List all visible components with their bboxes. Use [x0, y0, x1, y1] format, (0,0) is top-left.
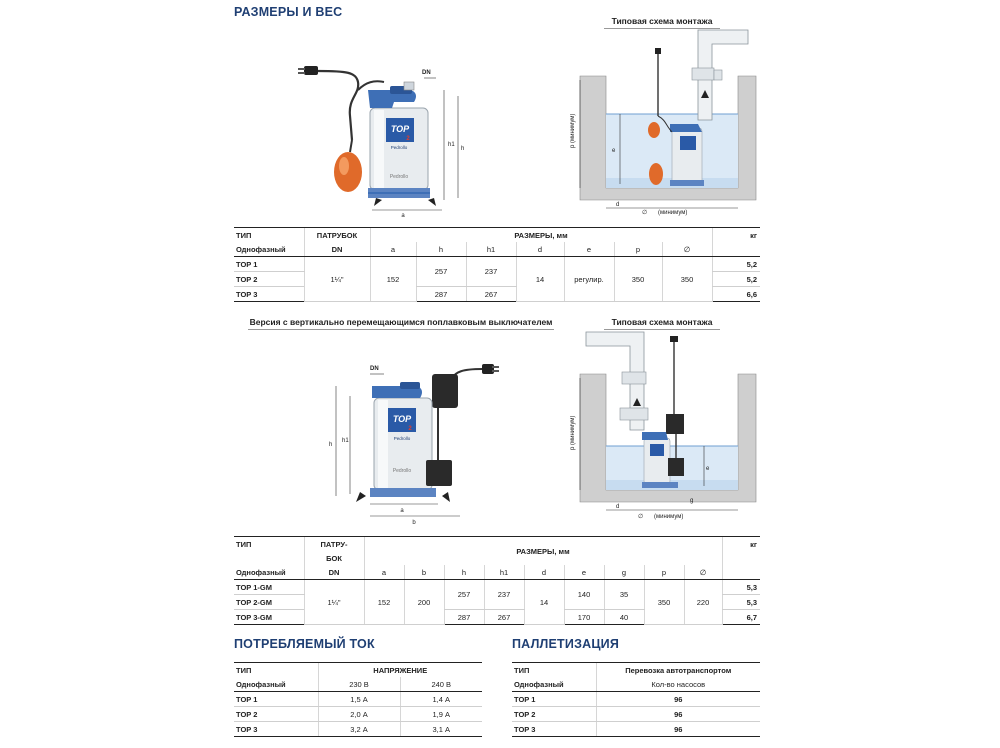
section-title-pallet: ПАЛЛЕТИЗАЦИЯ — [512, 637, 620, 651]
table-row: TOP 1 96 — [512, 692, 760, 707]
pump-gm-dimension-drawing — [326, 356, 506, 526]
current-table: ТИП НАПРЯЖЕНИЕ Однофазный 230 В 240 В TOP 1 1,5 А 1,4 А TOP 2 2,0 А 1,9 А TOP 3 3,2 А 3,1 А — [234, 662, 482, 737]
install-diagram-caption: Типовая схема монтажа — [604, 16, 720, 29]
svg-text:Pedrollo: Pedrollo — [390, 145, 408, 150]
install-diagram-caption-2: Типовая схема монтажа — [604, 317, 720, 330]
table-row: TOP 1 1¼" 152 257 237 14 регулир. 350 350 5,2 — [234, 257, 760, 272]
installation-diagram — [570, 28, 760, 224]
svg-text:2: 2 — [408, 426, 412, 432]
svg-text:Pedrollo: Pedrollo — [389, 174, 409, 180]
svg-text:b: b — [412, 520, 416, 526]
table-row: TOP 3 287 267 6,6 — [234, 287, 760, 302]
svg-text:d: d — [616, 202, 620, 208]
installation-diagram-2 — [570, 330, 760, 526]
svg-text:a: a — [400, 508, 404, 514]
table-row: TOP 3 96 — [512, 722, 760, 737]
dimensions-table: ТИП ПАТРУБОК РАЗМЕРЫ, мм кг Однофазный DN a h h1 d e p ∅ TOP 1 1¼" 152 257 237 14 регулир. 350 350 5,2 TOP 2 5,2 TOP 3 287 267 6,6 — [234, 227, 760, 302]
svg-text:d: d — [616, 504, 620, 510]
svg-text:e: e — [612, 148, 616, 154]
table-row: TOP 2 5,2 — [234, 272, 760, 287]
svg-text:(минимум): (минимум) — [658, 210, 688, 216]
svg-text:TOP: TOP — [392, 414, 412, 424]
section-title-current: ПОТРЕБЛЯЕМЫЙ ТОК — [234, 637, 375, 651]
table-row: TOP 2 96 — [512, 707, 760, 722]
pump-dimension-drawing — [296, 60, 476, 220]
svg-text:h1: h1 — [342, 438, 349, 444]
svg-text:h: h — [329, 442, 333, 448]
section-title-dimensions: РАЗМЕРЫ И ВЕС — [234, 5, 343, 19]
svg-text:∅: ∅ — [638, 514, 644, 520]
svg-text:Pedrollo: Pedrollo — [392, 468, 412, 474]
svg-text:DN: DN — [422, 70, 431, 76]
svg-text:h: h — [461, 146, 465, 152]
svg-text:Pedrollo: Pedrollo — [393, 436, 411, 441]
svg-text:p (минимум): p (минимум) — [570, 415, 576, 450]
svg-text:e: e — [706, 466, 710, 472]
svg-text:(минимум): (минимум) — [654, 514, 684, 520]
table-row: TOP 3-GM 287 267 170 40 6,7 — [234, 610, 760, 625]
table-row: TOP 1-GM 1¼" 152 200 257 237 14 140 35 350 220 5,3 — [234, 580, 760, 595]
table-row: TOP 2 2,0 А 1,9 А — [234, 707, 482, 722]
svg-text:a: a — [401, 213, 405, 219]
table-row: TOP 1 1,5 А 1,4 А — [234, 692, 482, 707]
gm-version-caption: Версия с вертикально перемещающимся поплавковым выключателем — [248, 317, 554, 330]
svg-text:h1: h1 — [448, 142, 455, 148]
svg-text:DN: DN — [370, 366, 379, 372]
svg-text:g: g — [690, 498, 694, 504]
svg-text:∅: ∅ — [642, 210, 648, 216]
dimensions-table-gm: ТИП ПАТРУ- РАЗМЕРЫ, мм кг БОК Однофазный DN a b h h1 d e g p ∅ TOP 1-GM 1¼" 152 200 257 237 14 140 35 350 220 5,3 TOP 2-GM 5,3 TOP 3-GM 287 267 170 40 6,7 — [234, 536, 760, 625]
pump-label-top: TOP — [390, 124, 410, 134]
svg-text:2: 2 — [406, 136, 410, 142]
pallet-table: ТИП Перевозка автотранспортом Однофазный Кол-во насосов TOP 1 96 TOP 2 96 TOP 3 96 — [512, 662, 760, 737]
table-row: TOP 2-GM 5,3 — [234, 595, 760, 610]
svg-text:p (минимум): p (минимум) — [570, 113, 576, 148]
table-row: TOP 3 3,2 А 3,1 А — [234, 722, 482, 737]
